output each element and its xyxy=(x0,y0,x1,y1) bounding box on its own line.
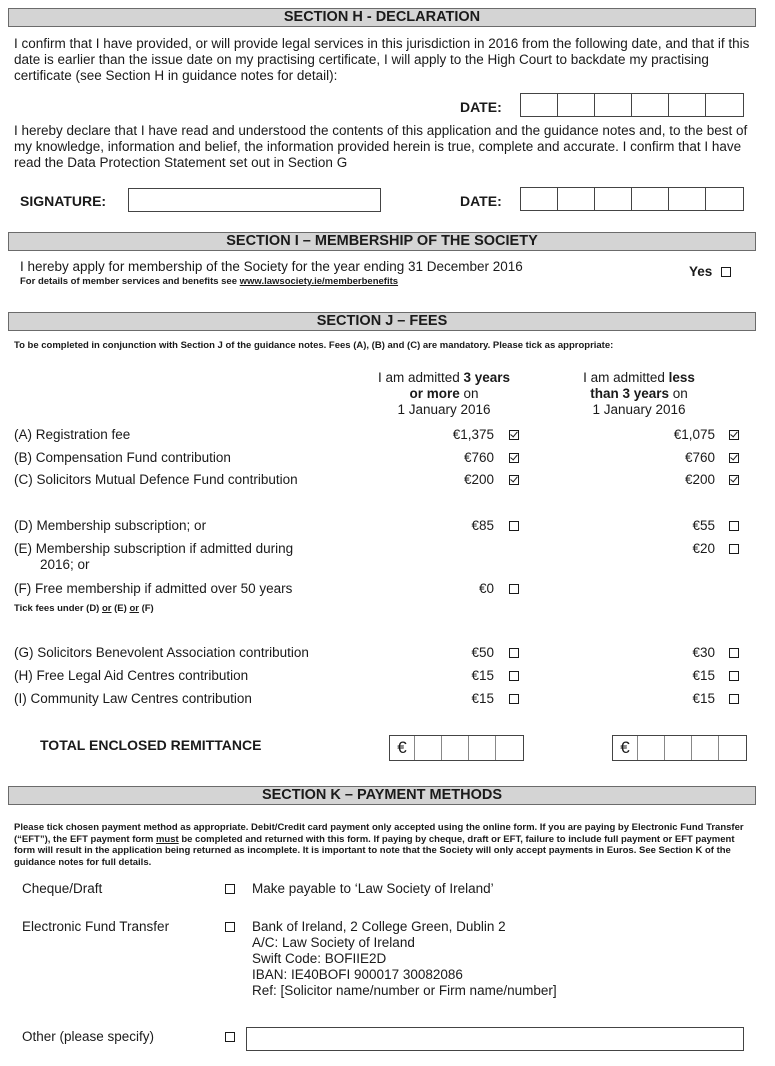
column-header-less-3-years xyxy=(559,370,719,418)
fee-b-amount-2: €760 xyxy=(684,450,715,465)
tick-or-2: or xyxy=(129,603,139,614)
fee-label-b: (B) Compensation Fund contribution xyxy=(14,450,231,465)
eft-details xyxy=(252,919,557,999)
fee-i-checkbox-1[interactable] xyxy=(509,694,519,704)
payment-intro-a: Please tick chosen payment method as appropriate. Debit/Credit card payment only accepted using the online form. If you are paying by Electronic Fund Transfer (“EFT”), the EFT payment form xyxy=(14,822,744,845)
payment-intro xyxy=(14,822,752,868)
euro-symbol-1: € xyxy=(390,736,415,760)
fee-label-f: (F) Free membership if admitted over 50 years xyxy=(14,581,293,596)
tick-note-f: (F) xyxy=(138,603,154,614)
member-benefits-link[interactable]: www.lawsociety.ie/memberbenefits xyxy=(239,276,399,287)
fee-i-checkbox-2[interactable] xyxy=(729,694,739,704)
col2-l1a: I am admitted xyxy=(583,370,669,385)
payment-intro-b: be completed and returned with this form. If paying by cheque, draft or EFT, failure to include full payment or EFT payment form will result in the application being returned as incomplete. It is important to note that the Society will only accept payments in Euros. See Section K of the guidance notes for full details. xyxy=(14,833,735,868)
fee-a-checkbox-1[interactable] xyxy=(509,430,519,440)
eft-line: Swift Code: BOFIIE2D xyxy=(252,951,387,966)
signature-input[interactable] xyxy=(128,188,381,212)
column-header-3-years xyxy=(364,370,524,418)
fee-c-amount-2: €200 xyxy=(684,472,715,487)
tick-or-1: or xyxy=(102,603,112,614)
fee-b-checkbox-2[interactable] xyxy=(729,453,739,463)
col2-l1b: less xyxy=(668,370,695,385)
total-remittance-input-2[interactable] xyxy=(612,735,747,761)
fee-label-g: (G) Solicitors Benevolent Association contribution xyxy=(14,645,309,660)
fee-g-checkbox-1[interactable] xyxy=(509,648,519,658)
payment-intro-must: must xyxy=(155,833,179,845)
fee-label-d: (D) Membership subscription; or xyxy=(14,518,207,533)
other-checkbox[interactable] xyxy=(225,1032,235,1042)
fee-g-amount-2: €30 xyxy=(692,645,715,660)
euro-symbol-2: € xyxy=(613,736,638,760)
fee-h-checkbox-1[interactable] xyxy=(509,671,519,681)
fee-label-e-line1: (E) Membership subscription if admitted during xyxy=(14,541,294,556)
tick-fees-note xyxy=(14,603,154,614)
col1-l2b: on xyxy=(459,386,479,401)
fee-d-checkbox-1[interactable] xyxy=(509,521,519,531)
col2-l3: 1 January 2016 xyxy=(592,402,686,417)
fee-a-amount-1: €1,375 xyxy=(452,427,494,442)
fee-label-a: (A) Registration fee xyxy=(14,427,131,442)
eft-checkbox[interactable] xyxy=(225,922,235,932)
fee-b-checkbox-1[interactable] xyxy=(509,453,519,463)
col2-l2: than 3 years xyxy=(590,386,669,401)
eft-line: Ref: [Solicitor name/number or Firm name/number] xyxy=(252,983,557,998)
fee-d-amount-2: €55 xyxy=(692,518,715,533)
fee-d-amount-1: €85 xyxy=(471,518,494,533)
col1-l2: or more xyxy=(409,386,460,401)
section-h-paragraph-1: I confirm that I have provided, or will provide legal services in this jurisdiction in 2016 from the following date, and that if this date is earlier than the issue date on my practising certificate, I will apply to the High Court to backdate my practising certificate (see Section H in guidance notes for detail): xyxy=(14,36,750,83)
fee-e-checkbox-2[interactable] xyxy=(729,544,739,554)
section-k-header: SECTION K – PAYMENT METHODS xyxy=(8,786,756,805)
total-remittance-label: TOTAL ENCLOSED REMITTANCE xyxy=(40,737,262,753)
eft-line: IBAN: IE40BOFI 900017 30082086 xyxy=(252,967,463,982)
fee-g-checkbox-2[interactable] xyxy=(729,648,739,658)
fee-label-e xyxy=(14,541,293,573)
col1-l3: 1 January 2016 xyxy=(397,402,491,417)
fee-d-checkbox-2[interactable] xyxy=(729,521,739,531)
section-i-header: SECTION I – MEMBERSHIP OF THE SOCIETY xyxy=(8,232,756,251)
cheque-checkbox[interactable] xyxy=(225,884,235,894)
other-label: Other (please specify) xyxy=(22,1029,155,1044)
membership-statement: I hereby apply for membership of the Society for the year ending 31 December 2016 xyxy=(20,259,523,274)
col1-l1b: 3 years xyxy=(463,370,511,385)
col1-l1a: I am admitted xyxy=(377,370,464,385)
eft-label: Electronic Fund Transfer xyxy=(22,919,170,934)
fee-a-checkbox-2[interactable] xyxy=(729,430,739,440)
col2-l2b: on xyxy=(669,386,688,401)
fee-label-c: (C) Solicitors Mutual Defence Fund contribution xyxy=(14,472,298,487)
fee-h-amount-2: €15 xyxy=(692,668,715,683)
date-input-1[interactable] xyxy=(520,93,744,117)
fee-label-h: (H) Free Legal Aid Centres contribution xyxy=(14,668,249,683)
fee-label-e-line2: 2016; or xyxy=(40,557,90,572)
fee-c-amount-1: €200 xyxy=(463,472,494,487)
fee-h-amount-1: €15 xyxy=(471,668,494,683)
fee-f-checkbox-1[interactable] xyxy=(509,584,519,594)
fee-f-amount-1: €0 xyxy=(478,581,494,596)
other-specify-input[interactable] xyxy=(246,1027,744,1051)
eft-line: Bank of Ireland, 2 College Green, Dublin 2 xyxy=(252,919,506,934)
date-label-2: DATE: xyxy=(460,193,502,209)
fee-a-amount-2: €1,075 xyxy=(673,427,715,442)
fee-g-amount-1: €50 xyxy=(471,645,494,660)
fees-intro: To be completed in conjunction with Section J of the guidance notes. Fees (A), (B) and (C) are mandatory. Please tick as appropriate: xyxy=(14,340,614,351)
date-label-1: DATE: xyxy=(460,99,502,115)
eft-line: A/C: Law Society of Ireland xyxy=(252,935,415,950)
fee-e-amount-2: €20 xyxy=(692,541,715,556)
membership-yes-label: Yes xyxy=(689,264,713,279)
fee-i-amount-1: €15 xyxy=(471,691,494,706)
tick-note-prefix: Tick fees under (D) xyxy=(14,603,102,614)
section-j-header: SECTION J – FEES xyxy=(8,312,756,331)
signature-label: SIGNATURE: xyxy=(20,193,107,209)
section-h-header: SECTION H - DECLARATION xyxy=(8,8,756,27)
date-input-2[interactable] xyxy=(520,187,744,211)
fee-label-i: (I) Community Law Centres contribution xyxy=(14,691,252,706)
fee-c-checkbox-2[interactable] xyxy=(729,475,739,485)
tick-note-e: (E) xyxy=(111,603,130,614)
membership-yes-checkbox[interactable] xyxy=(721,267,731,277)
cheque-label: Cheque/Draft xyxy=(22,881,103,896)
fee-c-checkbox-1[interactable] xyxy=(509,475,519,485)
fee-b-amount-1: €760 xyxy=(463,450,494,465)
cheque-detail: Make payable to ‘Law Society of Ireland’ xyxy=(252,881,494,896)
membership-details xyxy=(20,276,398,287)
fee-h-checkbox-2[interactable] xyxy=(729,671,739,681)
section-h-paragraph-2: I hereby declare that I have read and understood the contents of this application and the guidance notes and, to the best of my knowledge, information and belief, the information provided herein is true, complete and accurate. I confirm that I have read the Data Protection Statement set out in Section G xyxy=(14,123,748,170)
membership-details-prefix: For details of member services and benefits see xyxy=(20,276,240,287)
total-remittance-input-1[interactable] xyxy=(389,735,524,761)
fee-i-amount-2: €15 xyxy=(692,691,715,706)
